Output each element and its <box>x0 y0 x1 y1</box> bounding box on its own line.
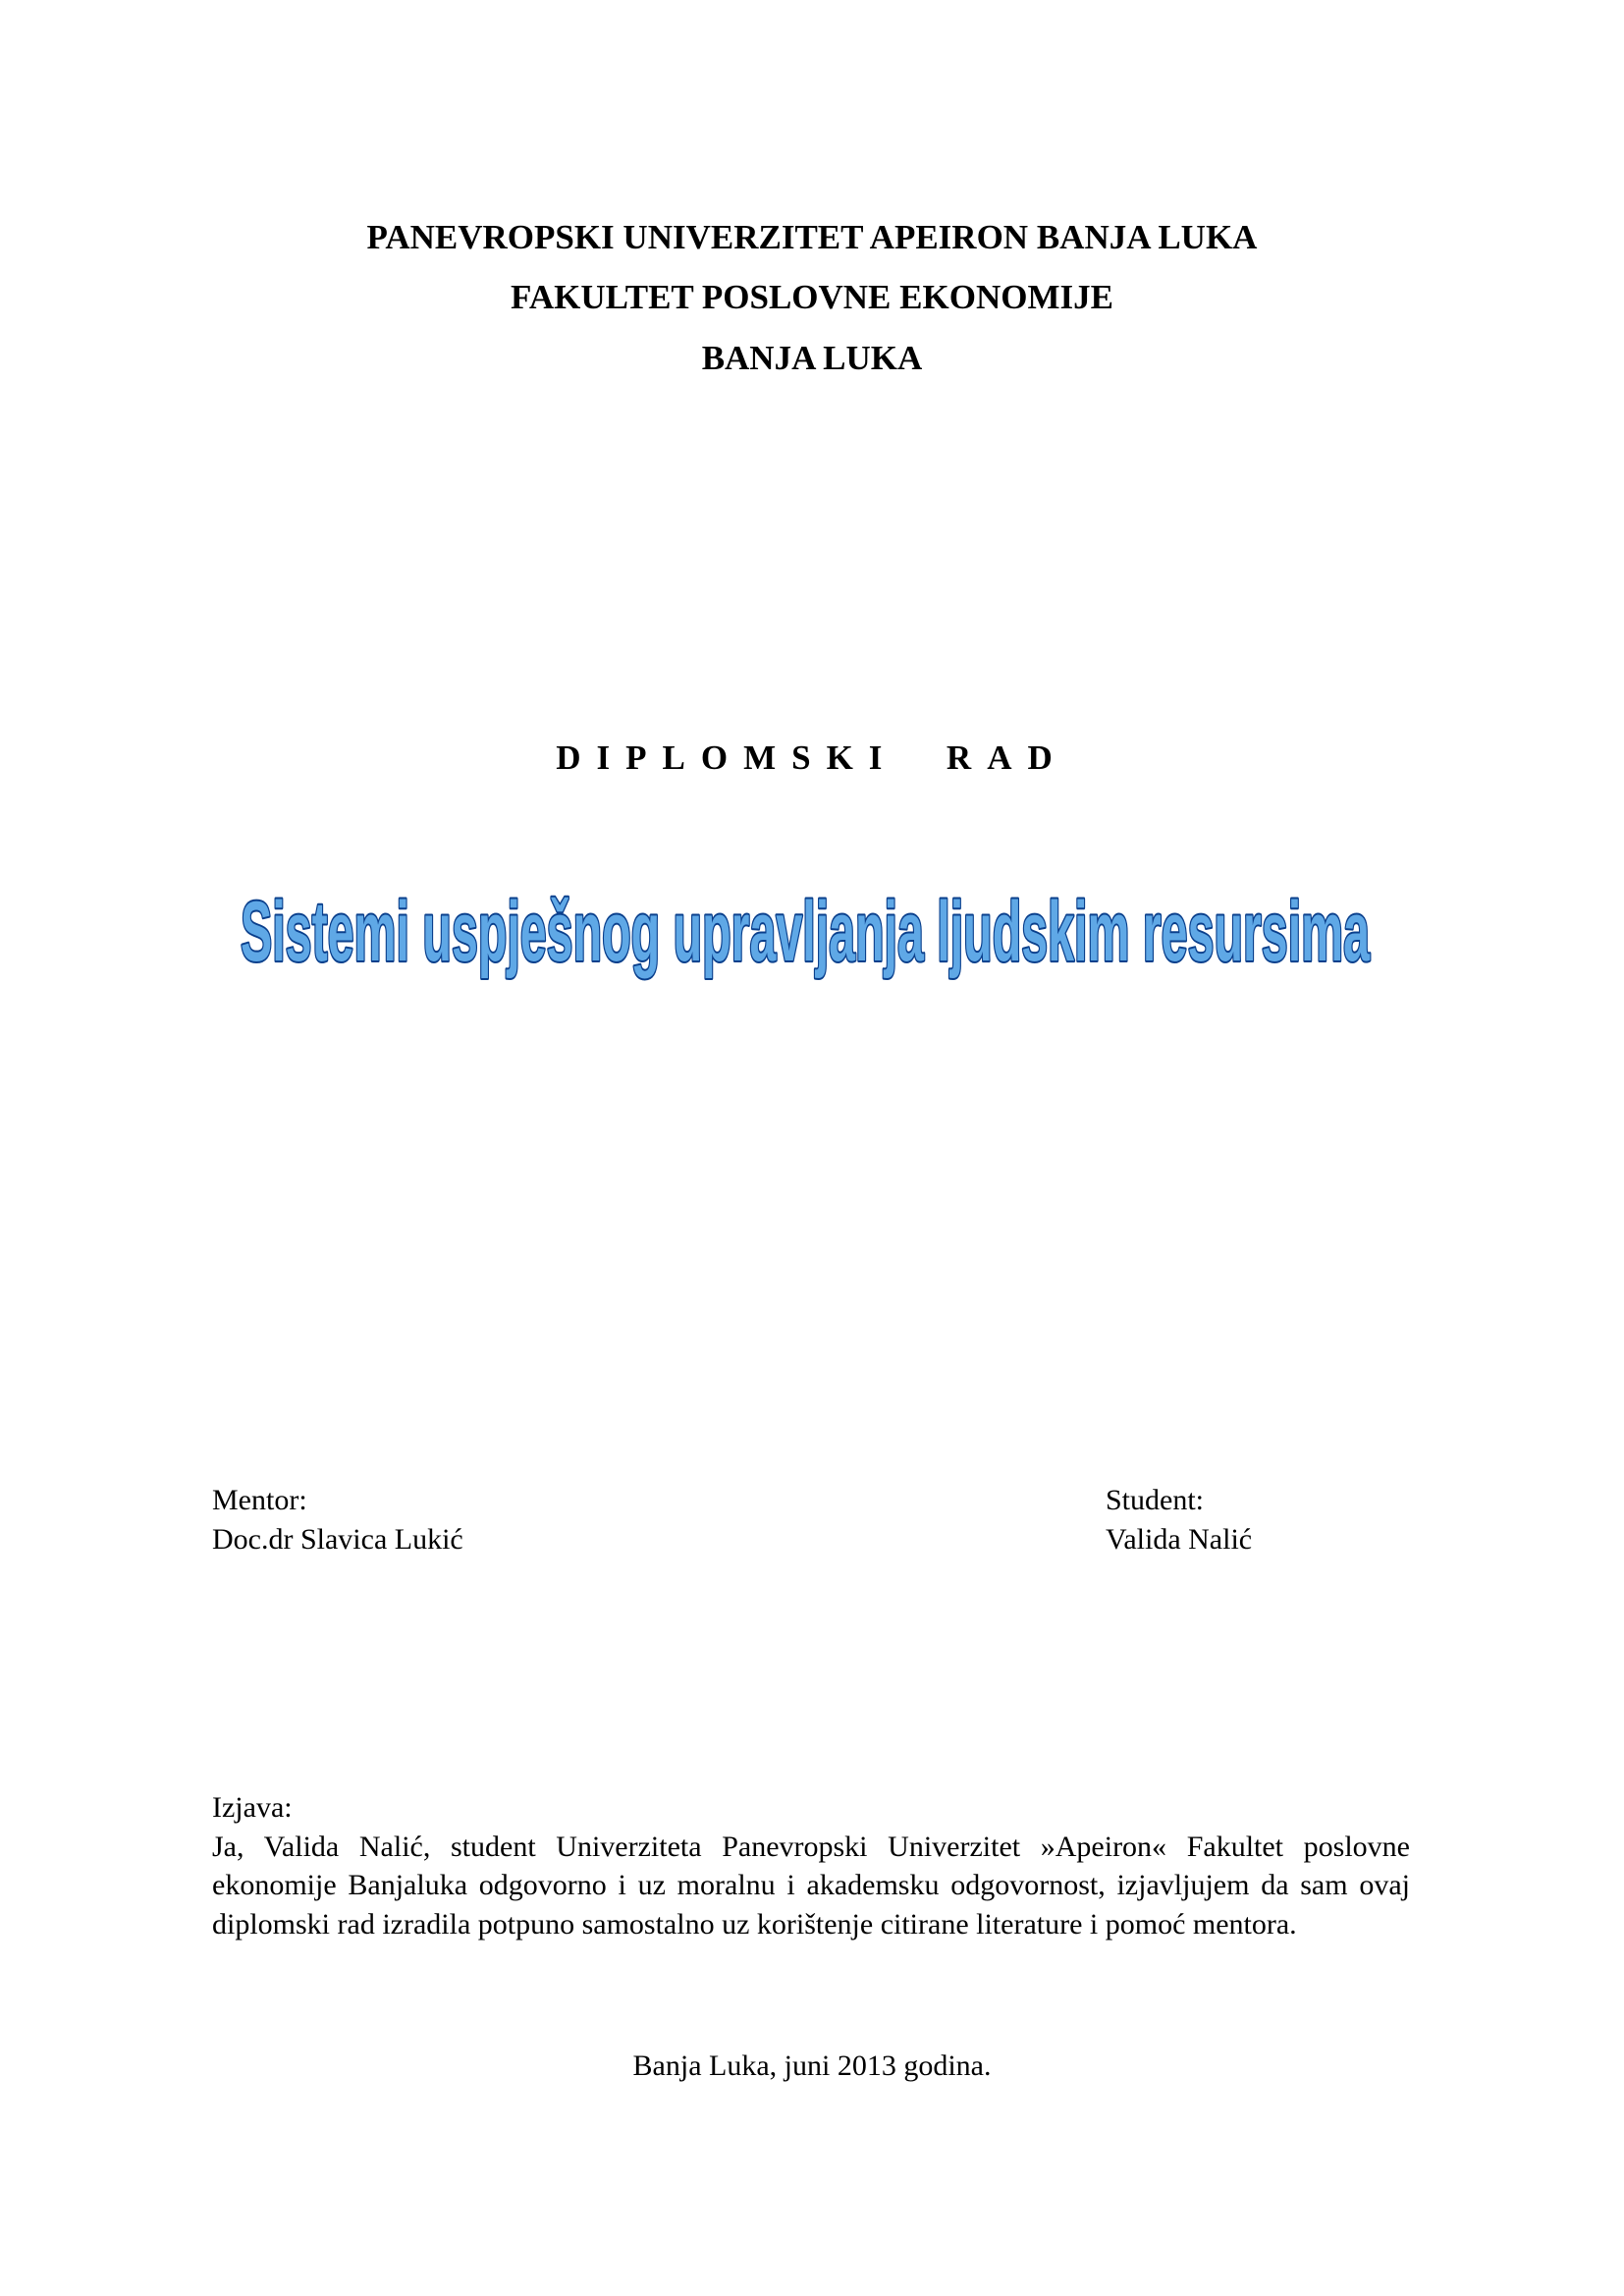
city-name: BANJA LUKA <box>701 339 923 377</box>
student-block <box>1106 1481 1252 1559</box>
thesis-title-wordart <box>236 874 1375 992</box>
student-label: Student: <box>1106 1484 1205 1516</box>
thesis-type: DIPLOMSKI RAD <box>556 738 1068 777</box>
mentor-label: Mentor: <box>212 1484 307 1516</box>
mentor-name: Doc.dr Slavica Lukić <box>212 1523 463 1556</box>
statement-title: Izjava: <box>212 1791 293 1824</box>
statement-text: Ja, Valida Nalić, student Univerziteta Panevropski Univerzitet »Apeiron« Fakultet poslovne ekonomije Banjaluka odgovorno i uz moralnu i akademsku odgovornost, izjavljujem da sam ovaj diplomski rad izradila potpuno samostalno uz korištenje citirane literature i pomoć mentora. <box>212 1830 1410 1941</box>
student-name: Valida Nalić <box>1106 1523 1253 1556</box>
mentor-block <box>212 1481 463 1559</box>
place-date: Banja Luka, juni 2013 godina. <box>632 2050 992 2082</box>
faculty-name: FAKULTET POSLOVNE EKONOMIJE <box>511 278 1113 316</box>
statement-block <box>212 1788 1410 1943</box>
university-name: PANEVROPSKI UNIVERZITET APEIRON BANJA LUKA <box>366 218 1258 256</box>
thesis-title: Sistemi uspješnog upravljanja ljudskim resursima <box>241 885 1371 979</box>
